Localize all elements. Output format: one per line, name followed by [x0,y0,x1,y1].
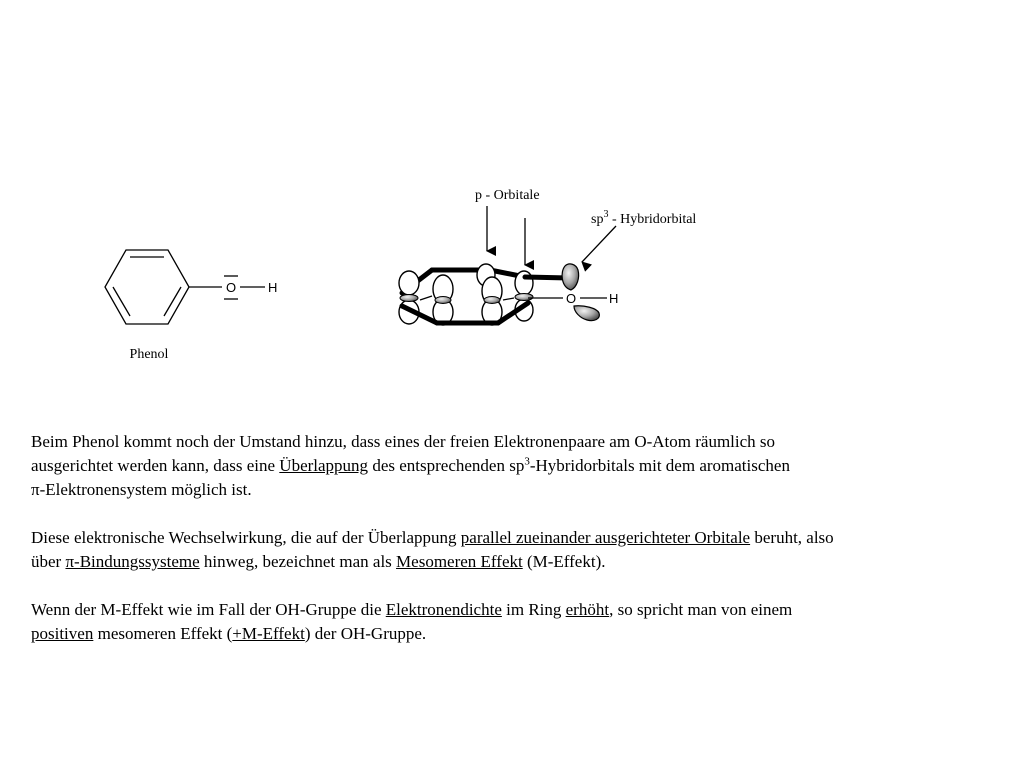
text-run: , so spricht man von einem [609,600,793,619]
text-run: Diese elektronische Wechselwirkung, die auf der Überlappung [31,528,461,547]
sp3-orbital-lobe-lower [574,306,599,321]
phenol-label: Phenol [129,347,169,362]
text-run: ) der OH-Gruppe. [304,624,427,643]
text-run: -Hybridorbitals mit dem aromatischen [529,456,790,475]
sp3-orbital-lobe-upper [562,264,579,290]
text-run: π-Elektronensystem möglich ist. [31,480,252,499]
oxygen-atom: O [225,280,237,295]
double-bond-line [164,287,181,316]
text-run: (M-Effekt). [522,552,606,571]
text-run: hinweg, bezeichnet man als [199,552,397,571]
p-orbitale-label: p - Orbitale [475,188,540,203]
oxygen-atom-3d: O [565,291,577,306]
text-run: Wenn der M-Effekt wie im Fall der OH-Gruppe die [31,600,386,619]
sp3-arrow [582,226,616,262]
link-ueberlappung[interactable]: Überlappung [279,456,369,475]
paragraph-2 [31,526,1006,574]
link-parallel-orbitale[interactable]: parallel zueinander ausgerichteter Orbitale [460,528,751,547]
paragraph-1 [31,430,1006,502]
hydrogen-atom-3d: H [609,291,619,306]
sp3-hybridorbital-label: $sp^3$ - Hybridorbital [591,209,697,227]
orbital-diagram [399,188,696,325]
hydrogen-atom: H [268,280,278,295]
link-plus-m-effekt[interactable]: +M-Effekt [232,624,305,643]
link-mesomerer-effekt[interactable]: Mesomeren Effekt [396,552,523,571]
link-elektronendichte[interactable]: Elektronendichte [385,600,502,619]
text-run: beruht, also [750,528,834,547]
benzene-ring [105,250,189,324]
text-run: ausgerichtet werden kann, dass eine [31,456,280,475]
superscript: 3 [524,455,530,468]
text-run: mesomeren Effekt ( [93,624,233,643]
paragraph-3 [31,598,1006,646]
text-run: des entsprechenden sp [368,456,525,475]
phenol-structure [105,250,277,362]
link-pi-bindungssysteme[interactable]: π-Bindungssysteme [65,552,200,571]
link-erhoeht[interactable]: erhöht [565,600,610,619]
link-positiven[interactable]: positiven [31,624,94,643]
ring-front-edges [402,303,528,323]
text-run: über [31,552,66,571]
text-run: Beim Phenol kommt noch der Umstand hinzu, dass eines der freien Elektronenpaare am O-Atom räumlich so [31,432,776,451]
double-bond-line [113,287,130,316]
ring-back-edges [402,270,525,293]
text-run: im Ring [501,600,566,619]
